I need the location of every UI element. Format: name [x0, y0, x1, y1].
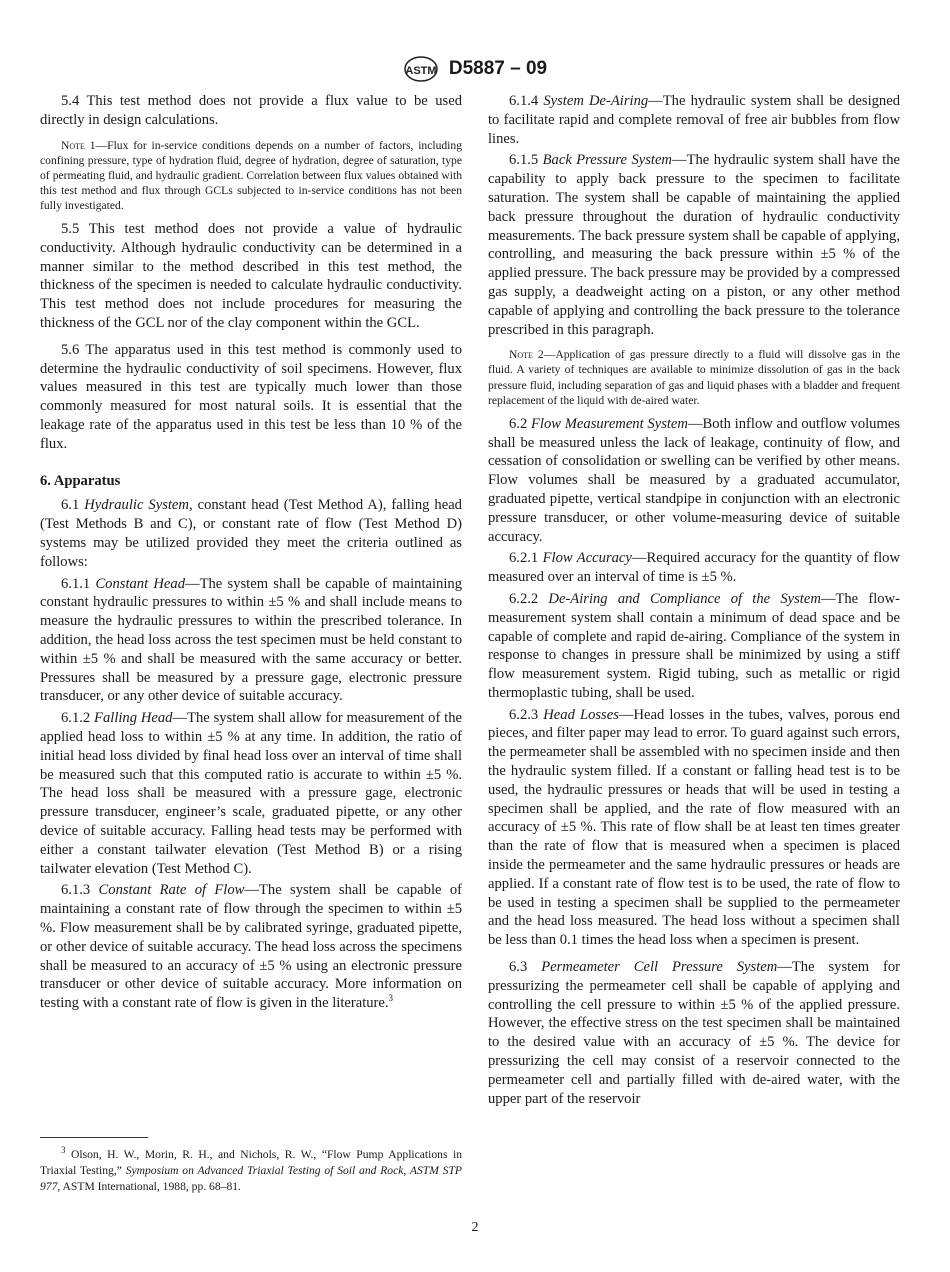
section-6-1-2: 6.1.2 Falling Head—The system shall allow for measurement of the applied head loss to within ±5 % at any time. In addition, the ratio of initial head loss divided by final head loss over an interval of time shall be measured such that this computed ratio is accurate to within ±5 %. The head loss shall be measured with a pressure gage, electronic pressure transducer, engineer’s scale, graduated pipette, or any other device of suitable accuracy. Falling head tests may be performed with either a constant tailwater elevation (Test Method B) or a rising tailwater elevation (Test Method C).: [40, 710, 463, 877]
section-6-1-3: 6.1.3 Constant Rate of Flow—The system shall be capable of maintaining a constant rate of flow through the specimen to within ±5 %. Flow measurement shall be by calibrated syringe, graduated pipette, or other device of suitable accuracy. The head loss across the specimens shall be measured to an accuracy of ±5 % using an electronic pressure transducer or other device of suitable accuracy. More information on testing with a constant rate of flow is given in the literature.$^3$: [40, 882, 462, 1012]
note-2: Note 2—Application of gas pressure directly to a fluid will dissolve gas in the fluid. A variety of techniques are available to minimize dissolution of gas in the back pressure fluid, including separation of gas and liquid phases with a bladder and frequent replacement of the liquid with de-aired water.: [488, 348, 901, 407]
section-6-1-1: 6.1.1 Constant Head—The system shall be capable of maintaining constant hydraulic pressures to within ±5 % and shall include means to measure the hydraulic pressures to within the prescribed tolerance. In addition, the head loss across the test specimen must be held constant to within ±5 % and shall be measured with the same accuracy or better. Pressures shall be measured by a pressure gage, electronic pressure transducer, or any other device of suitable accuracy.: [40, 575, 463, 705]
section-6-2-1: 6.2.1 Flow Accuracy—Required accuracy for the quantity of flow measured over an interval of time is ±5 %.: [488, 550, 900, 586]
page-number: 2: [471, 1220, 479, 1235]
section-heading: 6. Apparatus: [40, 472, 121, 489]
right-column: [488, 92, 900, 1111]
page-header: [0, 55, 950, 83]
section-6-1-4: 6.1.4 System De-Airing—The hydraulic system shall be designed to facilitate rapid and complete removal of free air bubbles from flow lines.: [488, 93, 900, 147]
footnote-3: $^3$ Olson, H. W., Morin, R. H., and Nichols, R. W., “Flow Pump Applications in Triaxial Testing,” Symposium on Advanced Triaxial Testing of Soil and Rock, ASTM STP 977, ASTM International, 1988, pp. 68–81.: [40, 1145, 462, 1193]
footnote-divider: [40, 1137, 148, 1138]
section-6-3: 6.3 Permeameter Cell Pressure System—The system for pressurizing the permeameter cell shall be capable of applying and controlling the cell pressure to within ±5 % of the applied pressure. However, the effective stress on the test specimen shall be maintained to the desired value with an accuracy of ±5 %. The device for pressurizing the cell may consist of a reservoir connected to the permeameter cell and partially filled with de-aired water, with the upper part of the reservoir: [488, 959, 900, 1107]
left-column: [40, 92, 462, 1016]
section-6-2-2: 6.2.2 De-Airing and Compliance of the System—The flow-measurement system shall contain a minimum of dead space and be capable of complete and rapid de-airing. Compliance of the system in response to changes in pressure shall be minimized by using a stiff flow measurement system. Rigid tubing, such as metallic or rigid thermoplastic tubing, shall be used.: [488, 590, 900, 701]
section-6-1-5: 6.1.5 Back Pressure System—The hydraulic system shall have the capability to apply back pressure to the specimen to facilitate saturation. The system shall be capable of maintaining the applied back pressure throughout the duration of hydraulic conductivity measurements. The back pressure system shall be capable of applying, controlling, and measuring the back pressure within ±5 % of the applied pressure. The back pressure may be provided by a compressed gas supply, a deadweight acting on a piston, or any other method capable of applying and controlling the back pressure to the tolerance prescribed in this paragraph.: [488, 152, 900, 338]
svg-text:ASTM: ASTM: [405, 65, 437, 77]
section-5-5: 5.5 This test method does not provide a value of hydraulic conductivity. Although hydraulic conductivity can be determined in a manner similar to the method described in this test method, the thickness of the specimen is needed to calculate hydraulic conductivity. This test method does not include procedures for measuring the thickness of the GCL nor of the clay component within the GCL.: [40, 221, 462, 332]
note-1: Note 1—Flux for in-service conditions depends on a number of factors, including confining pressure, type of hydration fluid, degree of hydration, degree of saturation, type of permeating fluid, and hydraulic gradient. Correlation between flux values obtained with this test method and flux through GCLs subjected to in-service conditions has not been fully investigated.: [40, 138, 462, 212]
section-5-4: 5.4 This test method does not provide a flux value to be used directly in design calculations.: [40, 93, 462, 128]
section-6-2: 6.2 Flow Measurement System—Both inflow and outflow volumes shall be measured unless the lack of leakage, continuity of flow, and cessation of consolidation or swelling can be verified by other means. Flow volumes shall be measured by a graduated accumulator, graduated pipette, vertical standpipe in conjunction with an electronic pressure transducer, or other volume-measuring device of suitable accuracy.: [488, 415, 900, 545]
section-5-6: 5.6 The apparatus used in this test method is commonly used to determine the hydraulic conductivity of soil specimens. However, flux values measured in this test are typically much lower than those commonly measured for most natural soils. It is essential that the leakage rate of the apparatus used in this test be less than 10 % of the flux.: [40, 341, 462, 452]
designation: D5887 – 09: [448, 58, 548, 79]
astm-logo-icon: [403, 55, 439, 83]
footnote-ref[interactable]: 3: [388, 993, 394, 1004]
section-6-2-3: 6.2.3 Head Losses—Head losses in the tubes, valves, porous end pieces, and filter paper may lead to error. To guard against such errors, the permeameter shall be assembled with no specimen inside and then the hydraulic system filled. If a constant or falling head test is to be used, the hydraulic pressures or heads that will be used in testing a specimen shall be applied, and the rate of flow measured with an accuracy of ±5 %. This rate of flow shall be at least ten times greater than the rate of flow that is measured when a specimen is placed inside the permeameter and the same hydraulic pressures or heads are applied. If a constant rate of flow test is to be used, the rate of flow to be used in testing a specimen shall be supplied to the permeameter and the head loss measured. The head loss without a specimen shall be less than 0.1 times the head loss when a specimen is present.: [488, 706, 901, 949]
section-6-1: 6.1 Hydraulic System, constant head (Test Method A), falling head (Test Methods B and C), or constant rate of flow (Test Method D) systems may be utilized provided they meet the criteria outlined as follows:: [40, 497, 462, 570]
